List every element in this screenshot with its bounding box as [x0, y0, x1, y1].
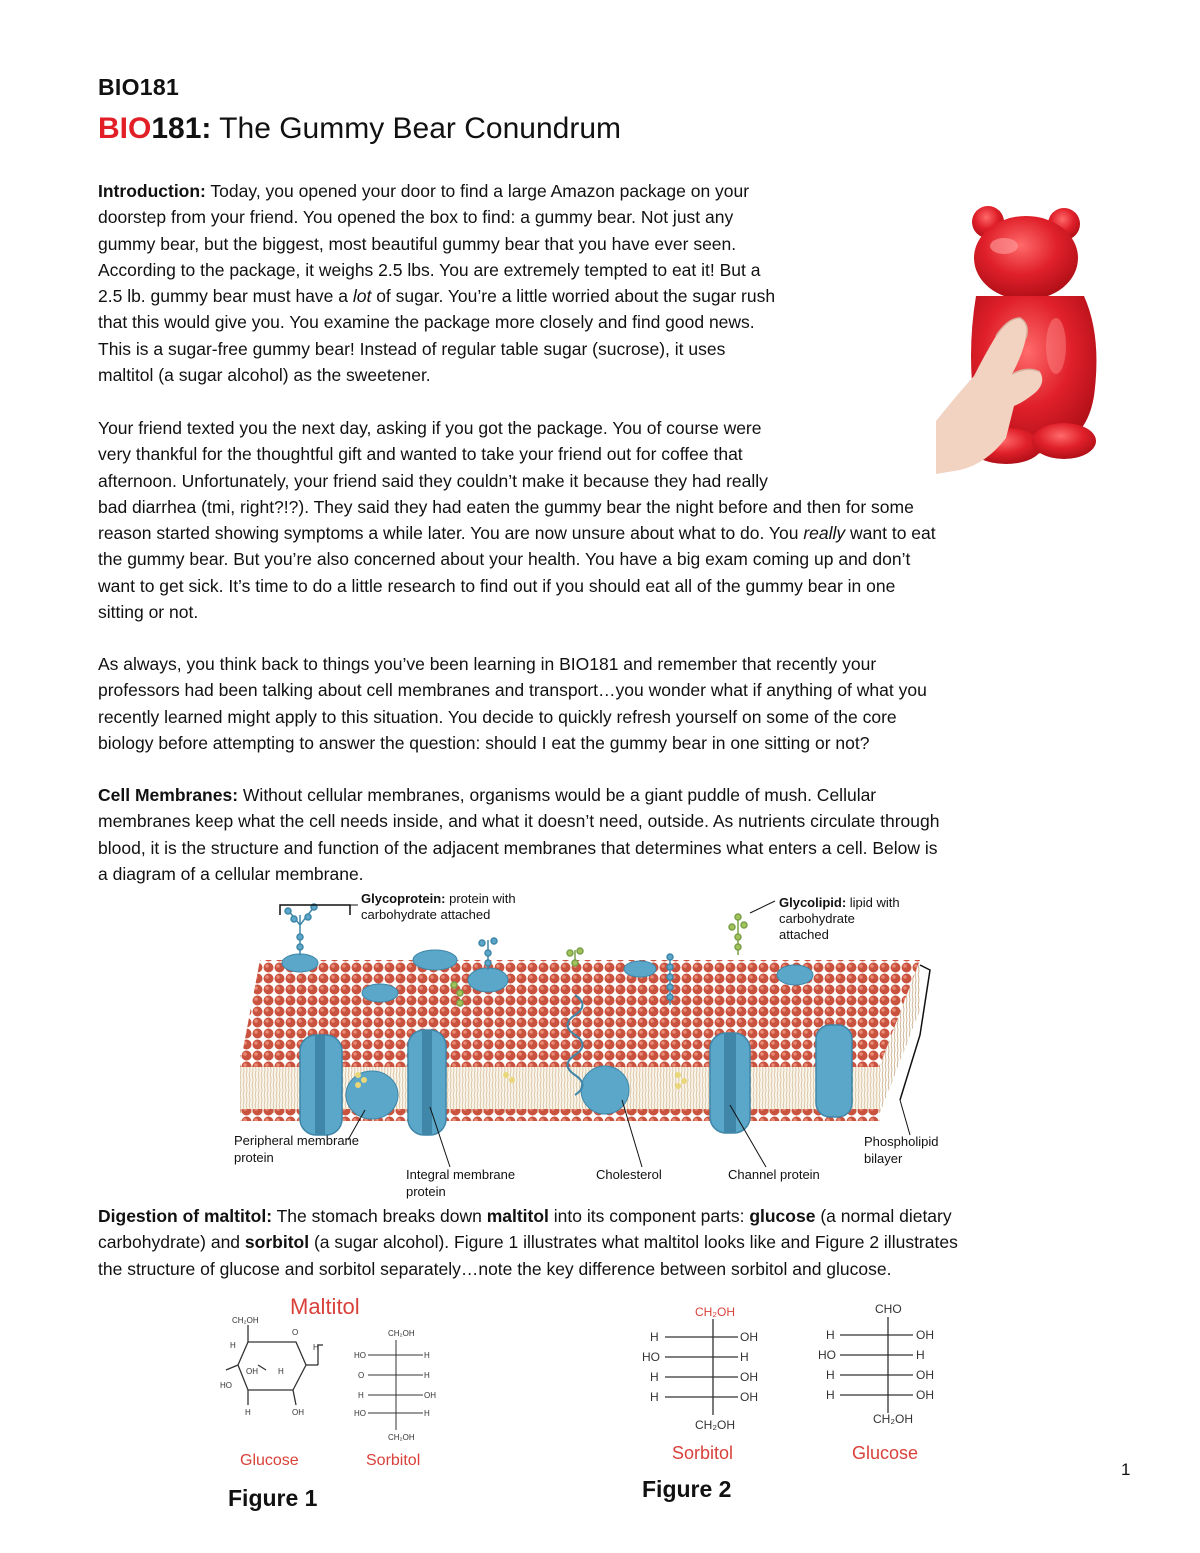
sorbitol-top: CH₂OH	[695, 1305, 735, 1319]
intro-line: 2.5 lb. gummy bear must have a lot of sugar. You’re a little worried about the sugar rush	[98, 286, 776, 307]
svg-text:OH: OH	[740, 1330, 758, 1344]
svg-text:HO: HO	[220, 1381, 232, 1390]
figure2-glucose-label: Glucose	[852, 1443, 919, 1463]
title-text: The Gummy Bear Conundrum	[211, 112, 622, 145]
figure-1-maltitol	[218, 1290, 468, 1520]
cell-heading: Cell Membranes:	[98, 785, 239, 805]
svg-text:protein: protein	[406, 1184, 446, 1199]
svg-text:CH₂OH: CH₂OH	[232, 1316, 259, 1325]
intro-line: gummy bear, but the biggest, most beautiful gummy bear that you have ever seen.	[98, 233, 737, 254]
course-header: BIO181	[98, 74, 180, 100]
svg-text:H: H	[650, 1370, 659, 1384]
svg-text:H: H	[826, 1368, 835, 1382]
friend-line: afternoon. Unfortunately, your friend said they couldn’t make it because they had really	[98, 470, 768, 491]
svg-text:H: H	[740, 1350, 749, 1364]
gummy-bear-image	[936, 206, 1104, 476]
peripheral-protein-label: Peripheral membrane	[234, 1133, 360, 1148]
svg-text:H: H	[424, 1351, 430, 1360]
svg-text:HO: HO	[354, 1409, 366, 1418]
reflection-line: biology before attempting to answer the question: should I eat the gummy bear in one sitting or not?	[98, 732, 870, 753]
svg-text:CH₂OH: CH₂OH	[388, 1433, 415, 1442]
digestion-paragraph	[98, 1203, 958, 1282]
svg-text:OH: OH	[916, 1328, 934, 1342]
svg-text:CH₂OH: CH₂OH	[388, 1329, 415, 1338]
digestion-line: the structure of glucose and sorbitol separately…note the key difference between sorbitol and glucose.	[98, 1258, 892, 1279]
svg-text:H: H	[313, 1343, 319, 1352]
svg-text:OH: OH	[740, 1370, 758, 1384]
reflection-line: As always, you think back to things you’ve been learning in BIO181 and remember that recently your	[98, 654, 877, 674]
glycoprotein-label: Glycoprotein: protein with	[361, 891, 516, 906]
friend-line: bad diarrhea (tmi, right?!?). They said they had eaten the gummy bear the night before and then for some	[98, 496, 914, 517]
intro-line: maltitol (a sugar alcohol) as the sweetener.	[98, 365, 431, 386]
intro-line: This is a sugar-free gummy bear! Instead of regular table sugar (sucrose), it uses	[98, 338, 726, 359]
glycolipid-label: Glycolipid: lipid with	[779, 895, 900, 910]
intro-paragraph	[98, 178, 775, 388]
page-number: 1	[1121, 1460, 1131, 1479]
integral-protein-label: Integral membrane	[406, 1167, 516, 1182]
intro-line: According to the package, it weighs 2.5 lbs. You are extremely tempted to eat it! But a	[98, 259, 761, 280]
channel-protein-label: Channel protein	[728, 1167, 820, 1182]
intro-heading: Introduction:	[98, 181, 206, 201]
svg-text:OH: OH	[916, 1388, 934, 1402]
cell-membranes-paragraph	[98, 782, 939, 887]
glucose-top: CHO	[875, 1302, 902, 1316]
intro-line: that this would give you. You examine the package more closely and find good news.	[98, 312, 755, 333]
sorbitol-label: Sorbitol	[366, 1452, 421, 1469]
svg-text:H: H	[424, 1409, 430, 1418]
intro-line: Introduction: Today, you opened your door to find a large Amazon package on your	[98, 181, 750, 201]
svg-text:H: H	[826, 1388, 835, 1402]
friend-line: sitting or not.	[98, 602, 199, 623]
svg-text:H: H	[278, 1367, 284, 1376]
svg-text:OH: OH	[916, 1368, 934, 1382]
title-red-part: BIO	[98, 112, 152, 145]
svg-text:OH: OH	[740, 1390, 758, 1404]
friend-line: reason started showing symptoms a while later. You are now unsure about what to do. You really want to eat	[98, 523, 936, 544]
glucose-label: Glucose	[240, 1452, 299, 1469]
cell-line: a diagram of a cellular membrane.	[98, 863, 364, 884]
svg-text:OH: OH	[424, 1391, 436, 1400]
title-number: 181:	[151, 112, 212, 145]
svg-text:H: H	[424, 1371, 430, 1380]
page-title	[98, 112, 621, 146]
svg-text:bilayer: bilayer	[864, 1151, 903, 1166]
friend-line: very thankful for the thoughtful gift and wanted to take your friend out for coffee that	[98, 444, 743, 465]
svg-text:O: O	[292, 1328, 299, 1337]
svg-text:H: H	[358, 1391, 364, 1400]
svg-text:O: O	[358, 1371, 365, 1380]
cell-line: blood, it is the structure and function of the adjacent membranes that determines what enters a cell. Below is	[98, 837, 938, 858]
svg-text:attached: attached	[779, 927, 829, 942]
digestion-heading: Digestion of maltitol:	[98, 1206, 273, 1226]
cholesterol-label: Cholesterol	[596, 1167, 662, 1182]
reflection-paragraph	[98, 651, 927, 756]
svg-text:OH: OH	[246, 1367, 258, 1376]
reflection-line: recently learned might apply to this situation. You decide to quickly refresh yourself on some of the core	[98, 706, 897, 727]
cell-line: membranes keep what the cell needs inside, and what it doesn’t need, outside. As nutrients circulate through	[98, 811, 940, 832]
svg-text:H: H	[650, 1330, 659, 1344]
friend-line: want to get sick. It’s time to do a little research to find out if you should eat all of the gummy bear in one	[98, 575, 896, 596]
friend-paragraph	[98, 415, 936, 625]
svg-text:carbohydrate: carbohydrate	[779, 911, 855, 926]
svg-text:protein: protein	[234, 1150, 274, 1165]
italic-lot: lot	[352, 286, 372, 307]
reflection-line: professors had been talking about cell membranes and transport…you wonder what if anything of what you	[98, 680, 927, 701]
sorbitol-bottom: CH₂OH	[695, 1418, 735, 1432]
cell-line: Cell Membranes: Without cellular membranes, organisms would be a giant puddle of mush. Cellular	[98, 785, 877, 805]
figure-2-caption: Figure 2	[642, 1476, 732, 1502]
digestion-line: Digestion of maltitol: The stomach breaks down maltitol into its component parts: glucose (a normal dietary	[98, 1206, 952, 1226]
digestion-line: carbohydrate) and sorbitol (a sugar alcohol). Figure 1 illustrates what maltitol looks like and Figure 2 illustrates	[98, 1232, 958, 1253]
intro-line: doorstep from your friend. You opened the box to find: a gummy bear. Not just any	[98, 207, 734, 228]
cell-membrane-diagram	[230, 885, 970, 1205]
figure2-sorbitol-label: Sorbitol	[672, 1443, 734, 1463]
maltitol-title: Maltitol	[290, 1294, 360, 1319]
svg-text:OH: OH	[292, 1408, 304, 1417]
svg-text:HO: HO	[642, 1350, 660, 1364]
friend-line: Your friend texted you the next day, asking if you got the package. You of course were	[98, 418, 762, 438]
svg-text:H: H	[650, 1390, 659, 1404]
bilayer-label: Phospholipid	[864, 1134, 939, 1149]
svg-text:HO: HO	[354, 1351, 366, 1360]
svg-text:H: H	[230, 1341, 236, 1350]
glucose-bottom: CH₂OH	[873, 1412, 913, 1426]
svg-text:H: H	[916, 1348, 925, 1362]
figure-1-caption: Figure 1	[228, 1485, 318, 1511]
svg-text:H: H	[826, 1328, 835, 1342]
figure-2-structures	[630, 1297, 960, 1507]
svg-text:HO: HO	[818, 1348, 836, 1362]
svg-text:carbohydrate attached: carbohydrate attached	[361, 907, 491, 922]
svg-text:H: H	[245, 1408, 251, 1417]
italic-really: really	[803, 523, 846, 544]
friend-line: the gummy bear. But you’re also concerned about your health. You have a big exam coming up and don’t	[98, 549, 911, 570]
